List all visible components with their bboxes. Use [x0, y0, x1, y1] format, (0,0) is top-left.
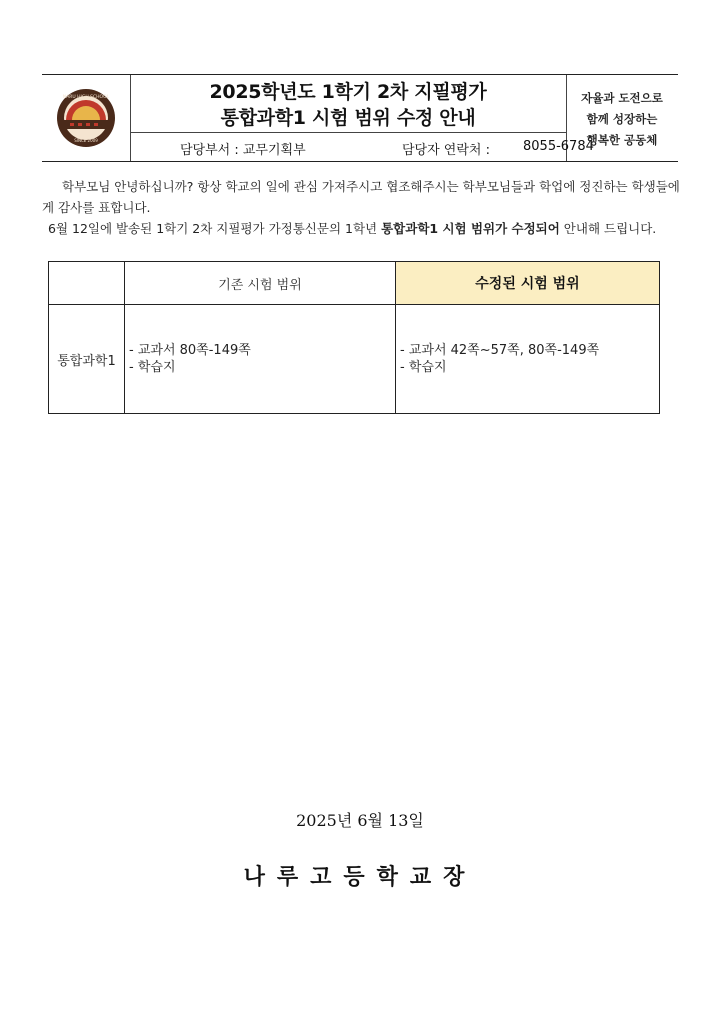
- notice-paragraph: [48, 218, 688, 239]
- department-label: 담당부서 : 교무기획부: [180, 143, 306, 158]
- logo-text: NARU HIGH SCHOOL: [62, 95, 110, 100]
- new-range-cell: [396, 305, 660, 414]
- old-range-header: 기존 시험 범위: [125, 262, 396, 305]
- table-row: [49, 305, 660, 414]
- contact-info-row: [130, 132, 594, 162]
- table-header-row: [49, 262, 660, 305]
- subject-label: 통합과학1: [49, 305, 125, 414]
- contact-number: 8055-6784: [523, 139, 594, 154]
- motto-line: 자율과 도전으로: [581, 91, 663, 105]
- school-logo-icon: [56, 87, 116, 149]
- notice-prefix: 6월 12일에 발송된 1학기 2차 지필평가 가정통신문의 1학년: [48, 221, 382, 236]
- contact-label: 담당자 연락처 :: [402, 143, 490, 158]
- new-range-item: - 교과서 42쪽~57쪽, 80쪽-149쪽: [400, 343, 600, 358]
- principal-signature: 나루고등학교장: [243, 864, 477, 890]
- logo-since: SINCE 2009: [74, 138, 98, 143]
- school-motto: [566, 75, 678, 161]
- motto-line: 함께 성장하는: [586, 112, 658, 126]
- old-range-item: - 학습지: [129, 360, 176, 375]
- notice-emphasis: 통합과학1 시험 범위가 수정되어: [381, 221, 560, 236]
- new-range-item: - 학습지: [400, 360, 447, 375]
- old-range-cell: [125, 305, 396, 414]
- issue-date: 2025년 6월 13일: [296, 811, 424, 830]
- title-line-1: 2025학년도 1학기 2차 지필평가: [209, 81, 487, 103]
- new-range-header: 수정된 시험 범위: [396, 262, 660, 305]
- header-empty-cell: [49, 262, 125, 305]
- title-line-2: 통합과학1 시험 범위 수정 안내: [220, 107, 476, 129]
- exam-range-table: [48, 261, 660, 414]
- old-range-item: - 교과서 80쪽-149쪽: [129, 343, 251, 358]
- letter-header: [42, 74, 678, 162]
- title-cell: [130, 75, 594, 161]
- notice-suffix: 안내해 드립니다.: [559, 221, 657, 236]
- motto-line: 행복한 공동체: [586, 133, 658, 147]
- greeting-paragraph: 학부모님 안녕하십니까? 항상 학교의 일에 관심 가져주시고 협조해주시는 학부모님들과 학업에 정진하는 학생들에게 감사를 표합니다.: [42, 179, 680, 215]
- logo-cell: [42, 75, 131, 161]
